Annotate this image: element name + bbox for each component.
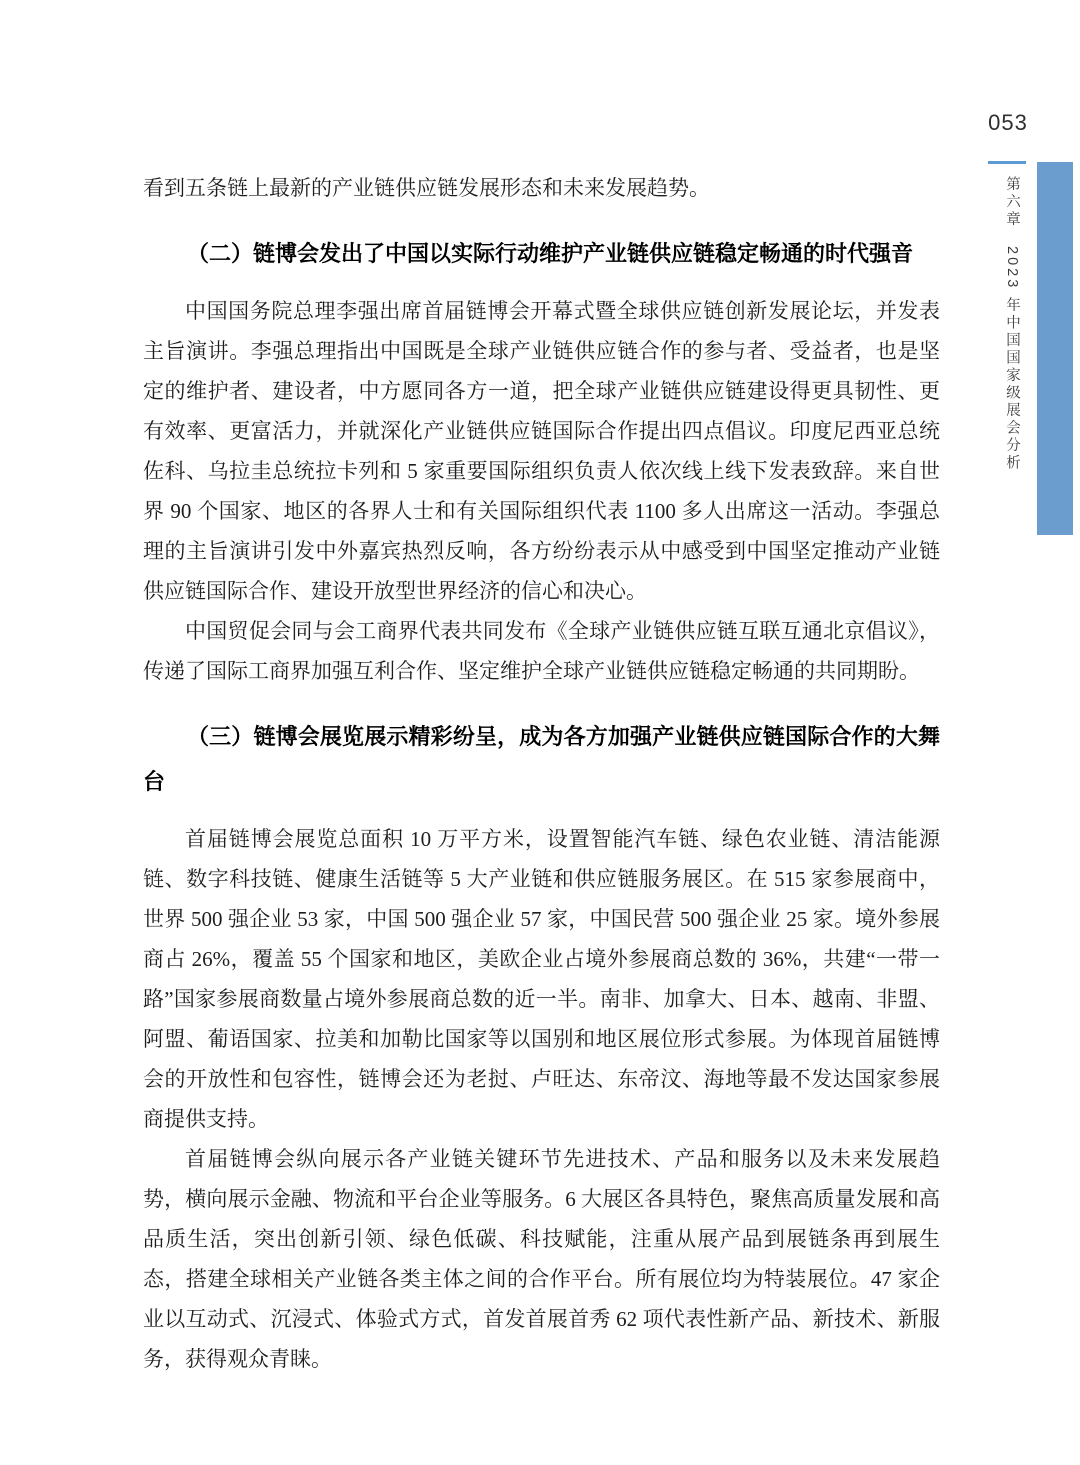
paragraph-continuation: 看到五条链上最新的产业链供应链发展形态和未来发展趋势。: [143, 176, 710, 200]
paragraph: 中国贸促会同与会工商界代表共同发布《全球产业链供应链互联互通北京倡议》，传递了国际工商界加强互利合作、坚定维护全球产业链供应链稳定畅通的共同期盼。: [143, 619, 940, 683]
chapter-sidebar-label: 第六章 2023 年中国国家级展会分析: [1004, 176, 1020, 473]
page-content: [143, 168, 940, 1379]
paragraph: 首届链博会纵向展示各产业链关键环节先进技术、产品和服务以及未来发展趋势，横向展示金融、物流和平台企业等服务。6 大展区各具特色，聚焦高质量发展和高品质生活，突出创新引领、绿色低碳、科技赋能，注重从展产品到展链条再到展生态，搭建全球相关产业链各类主体之间的合作平台。所有展位均为特装展位。47 家企业以互动式、沉浸式、体验式方式，首发首展首秀 62 项代表性新产品、新技术、新服务，获得观众青睐。: [143, 1147, 940, 1371]
paragraph: 中国国务院总理李强出席首届链博会开幕式暨全球供应链创新发展论坛，并发表主旨演讲。李强总理指出中国既是全球产业链供应链合作的参与者、受益者，也是坚定的维护者、建设者，中方愿同各方一道，把全球产业链供应链建设得更具韧性、更有效率、更富活力，并就深化产业链供应链国际合作提出四点倡议。印度尼西亚总统佐科、乌拉圭总统拉卡列和 5 家重要国际组织负责人依次线上线下发表致辞。来自世界 90 个国家、地区的各界人士和有关国际组织代表 1100 多人出席这一活动。李强总理的主旨演讲引发中外嘉宾热烈反响，各方纷纷表示从中感受到中国坚定推动产业链供应链国际合作、建设开放型世界经济的信心和决心。: [143, 299, 940, 603]
page-number: 053: [988, 110, 1028, 135]
section-heading-3: （三）链博会展览展示精彩纷呈，成为各方加强产业链供应链国际合作的大舞台: [143, 724, 940, 794]
section-heading-2: （二）链博会发出了中国以实际行动维护产业链供应链稳定畅通的时代强音: [187, 241, 914, 266]
paragraph: 首届链博会展览总面积 10 万平方米，设置智能汽车链、绿色农业链、清洁能源链、数字科技链、健康生活链等 5 大产业链和供应链服务展区。在 515 家参展商中，世界 500 强企业 53 家，中国 500 强企业 57 家，中国民营 500 强企业 25 家。境外参展商占 26%，覆盖 55 个国家和地区，美欧企业占境外参展商总数的 36%，共建“一带一路”国家参展商数量占境外参展商总数的近一半。南非、加拿大、日本、越南、非盟、阿盟、葡语国家、拉美和加勒比国家等以国别和地区展位形式参展。为体现首届链博会的开放性和包容性，链博会还为老挝、卢旺达、东帝汶、海地等最不发达国家参展商提供支持。: [143, 827, 940, 1131]
page-number-rule: [988, 161, 1026, 164]
chapter-accent-bar: [1037, 162, 1073, 535]
